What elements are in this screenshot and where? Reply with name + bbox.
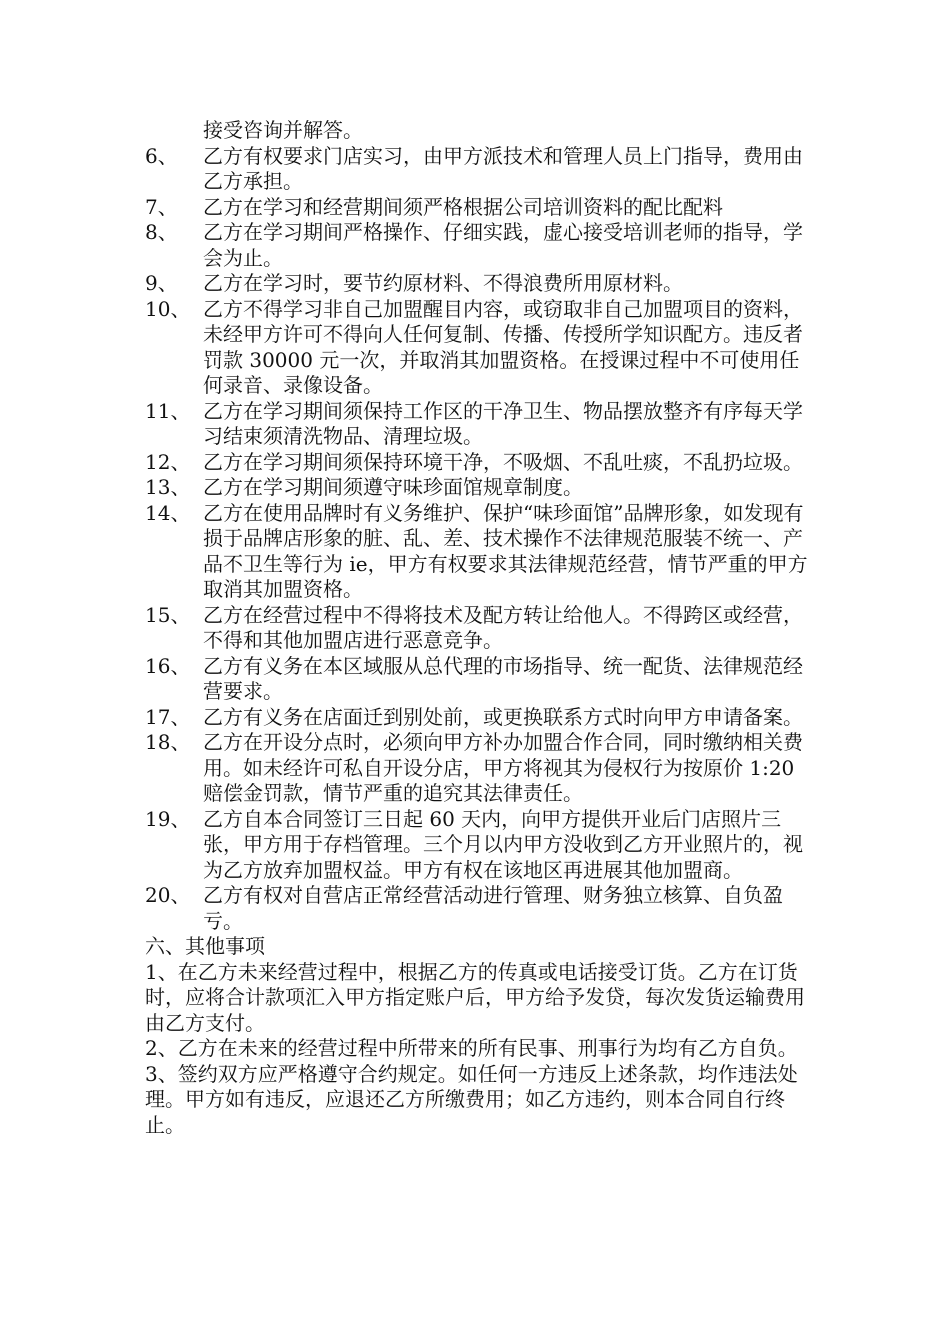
list-item <box>145 501 810 603</box>
item-number: 8、 <box>145 220 178 244</box>
item-number: 19、 <box>145 806 191 831</box>
list-item <box>145 271 810 297</box>
item-number: 6、 <box>145 143 178 168</box>
item-text: 乙方在学习期间须保持工作区的干净卫生、物品摆放整齐有序每天学习结束须清洗物品、清理垃圾。 <box>203 398 803 448</box>
item-text: 乙方有权要求门店实习，由甲方派技术和管理人员上门指导，费用由乙方承担。 <box>203 143 803 193</box>
list-item <box>145 475 810 501</box>
paragraph: 1、在乙方未来经营过程中，根据乙方的传真或电话接受订货。乙方在订货时，应将合计款项汇入甲方指定账户后，甲方给予发贷，每次发货运输费用由乙方支付。 <box>145 959 805 1035</box>
document-content <box>145 118 810 1138</box>
item-number: 14、 <box>145 500 191 525</box>
list-item <box>145 705 810 731</box>
item-number: 18、 <box>145 730 191 754</box>
item-text: 乙方在学习期间须保持环境干净，不吸烟、不乱吐痰，不乱扔垃圾。 <box>203 449 803 474</box>
item-text: 乙方在学习期间严格操作、仔细实践，虚心接受培训老师的指导，学会为止。 <box>203 220 803 270</box>
list-item <box>145 297 810 399</box>
list-item <box>145 883 810 934</box>
list-item <box>145 807 810 884</box>
list-item <box>145 144 810 195</box>
list-item <box>145 654 810 705</box>
list-item <box>145 195 810 221</box>
section-title: 六、其他事项 <box>145 934 265 958</box>
item-text: 乙方自本合同签订三日起 60 天内，向甲方提供开业后门店照片三张，甲方用于存档管理。三个月以内甲方没收到乙方开业照片的，视为乙方放弃加盟权益。甲方有权在该地区再进展其他加盟商。 <box>203 806 803 882</box>
item-text: 乙方有权对自营店正常经营活动进行管理、财务独立核算、自负盈亏。 <box>203 883 783 933</box>
item-number: 9、 <box>145 271 178 295</box>
list-item <box>145 603 810 654</box>
paragraph: 3、签约双方应严格遵守合约规定。如任何一方违反上述条款，均作违法处理。甲方如有违反，应退还乙方所缴费用；如乙方违约，则本合同自行终止。 <box>145 1061 798 1137</box>
paragraph: 2、乙方在未来的经营过程中所带来的所有民事、刑事行为均有乙方自负。 <box>145 1036 798 1060</box>
item-text: 乙方在经营过程中不得将技术及配方转让给他人。不得跨区或经营，不得和其他加盟店进行恶意竞争。 <box>203 602 803 652</box>
item-number: 15、 <box>145 602 191 627</box>
item-number: 17、 <box>145 704 191 729</box>
item-text: 乙方在学习期间须遵守味珍面馆规章制度。 <box>203 475 583 499</box>
item-number: 16、 <box>145 653 191 678</box>
item-number: 20、 <box>145 883 191 907</box>
list-item <box>145 450 810 476</box>
list-item <box>145 399 810 450</box>
item-number: 12、 <box>145 449 191 474</box>
item-text: 乙方在使用品牌时有义务维护、保护“味珍面馆”品牌形象，如发现有损于品牌店形象的脏、乱、差、技术操作不法律规范服装不统一、产品不卫生等行为 ie，甲方有权要求其法律规范经营，情节严重的甲方取消其加盟资格。 <box>203 500 808 601</box>
item-text: 乙方在开设分点时，必须向甲方补办加盟合作合同，同时缴纳相关费用。如未经许可私自开设分店，甲方将视其为侵权行为按原价 1:20 赔偿金罚款，情节严重的追究其法律责任。 <box>203 730 803 805</box>
item-number: 7、 <box>145 194 178 219</box>
item-number: 10、 <box>145 296 191 321</box>
item-text: 乙方不得学习非自己加盟醒目内容，或窃取非自己加盟项目的资料，未经甲方许可不得向人任何复制、传播、传授所学知识配方。违反者罚款 30000 元一次，并取消其加盟资格。在授课过程中不可使用任何录音、录像设备。 <box>203 296 803 397</box>
item-text: 乙方在学习和经营期间须严格根据公司培训资料的配比配料 <box>203 194 723 219</box>
item-text: 乙方在学习时，要节约原材料、不得浪费所用原材料。 <box>203 271 683 295</box>
item-text: 乙方有义务在本区域服从总代理的市场指导、统一配货、法律规范经营要求。 <box>203 653 803 703</box>
list-item <box>145 220 810 271</box>
item-number: 11、 <box>145 398 191 423</box>
item-number: 13、 <box>145 475 191 499</box>
item-text: 乙方有义务在店面迁到别处前，或更换联系方式时向甲方申请备案。 <box>203 704 803 729</box>
continuation-text: 接受咨询并解答。 <box>203 118 363 142</box>
list-item <box>145 730 810 807</box>
